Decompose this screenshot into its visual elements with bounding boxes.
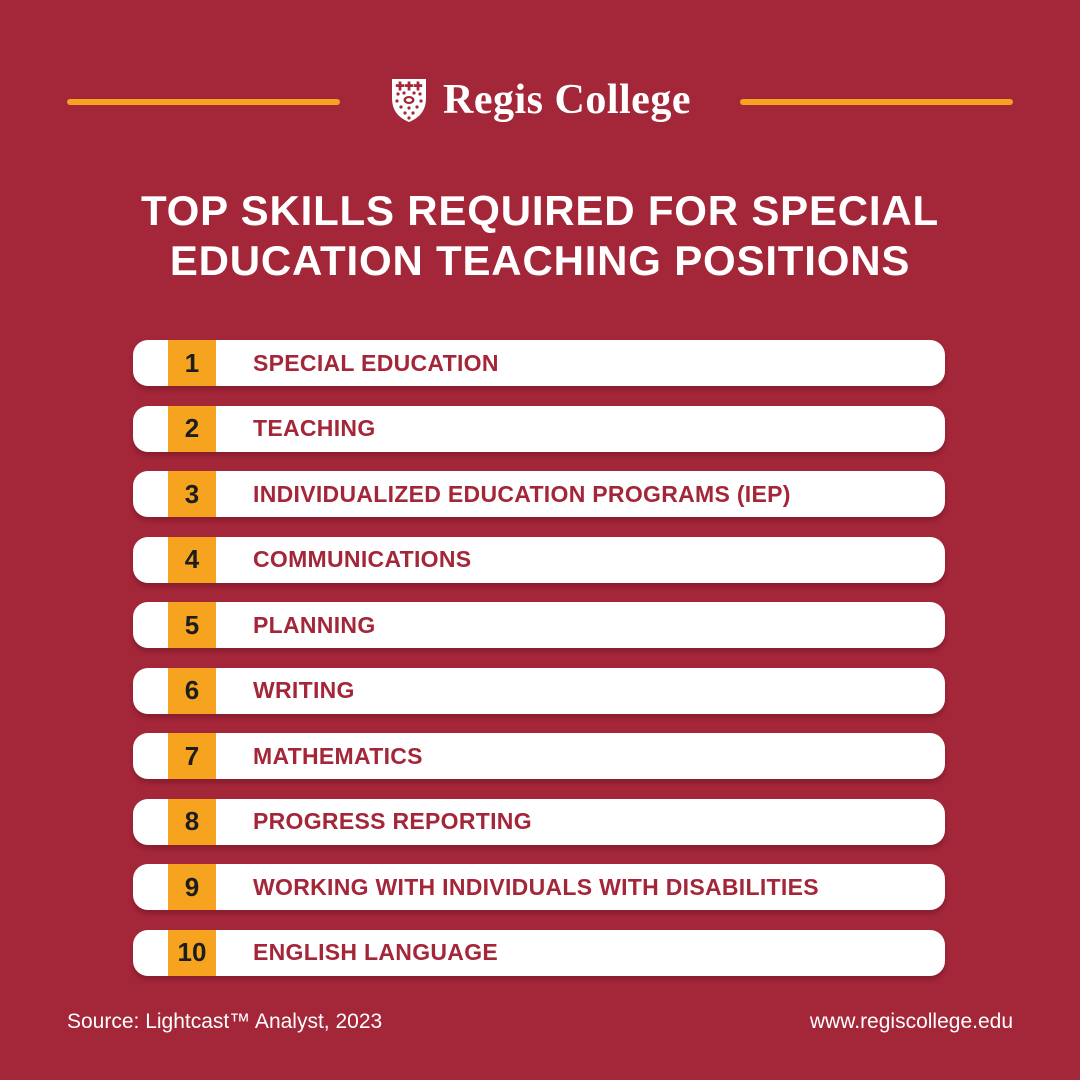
skill-row-7 (133, 733, 945, 779)
row-spacer (133, 930, 168, 976)
row-spacer (133, 537, 168, 583)
page-title (0, 186, 1080, 286)
skill-row-3 (133, 471, 945, 517)
rank-badge: 2 (168, 406, 216, 452)
skill-row-5 (133, 602, 945, 648)
regis-crest-icon (389, 77, 429, 123)
rank-badge: 5 (168, 602, 216, 648)
row-spacer (133, 733, 168, 779)
page-title-line2: EDUCATION TEACHING POSITIONS (169, 237, 911, 284)
rank-badge: 4 (168, 537, 216, 583)
skills-list (133, 340, 945, 976)
rank-badge: 3 (168, 471, 216, 517)
logo-wordmark: Regis College (443, 77, 691, 123)
row-spacer (133, 668, 168, 714)
website-url: www.regiscollege.edu (809, 1010, 1013, 1033)
skill-label: WRITING (253, 677, 355, 703)
skill-label: SPECIAL EDUCATION (253, 349, 499, 376)
skill-row-9 (133, 864, 945, 910)
row-spacer (133, 406, 168, 452)
skill-row-4 (133, 537, 945, 583)
skill-label: INDIVIDUALIZED EDUCATION PROGRAMS (IEP) (253, 480, 791, 507)
row-spacer (133, 471, 168, 517)
skill-label: ENGLISH LANGUAGE (253, 939, 499, 965)
skill-row-8 (133, 799, 945, 845)
skill-row-6 (133, 668, 945, 714)
rank-badge: 10 (168, 930, 216, 976)
rank-badge: 8 (168, 799, 216, 845)
row-spacer (133, 864, 168, 910)
page-title-line1: TOP SKILLS REQUIRED FOR SPECIAL (140, 187, 939, 234)
rank-badge: 6 (168, 668, 216, 714)
skill-label: PLANNING (253, 611, 376, 638)
row-spacer (133, 340, 168, 386)
rank-badge: 1 (168, 340, 216, 386)
skill-row-10 (133, 930, 945, 976)
row-spacer (133, 602, 168, 648)
row-spacer (133, 799, 168, 845)
skill-label: WORKING WITH INDIVIDUALS WITH DISABILITIES (253, 873, 819, 900)
skill-label: TEACHING (253, 415, 376, 441)
source-attribution: Source: Lightcast™ Analyst, 2023 (67, 1010, 383, 1033)
skill-row-1 (133, 340, 945, 386)
regis-college-logo (0, 72, 1080, 128)
skill-label: MATHEMATICS (253, 742, 423, 769)
rank-badge: 9 (168, 864, 216, 910)
skill-label: PROGRESS REPORTING (253, 808, 532, 834)
skill-label: COMMUNICATIONS (253, 546, 472, 572)
skill-row-2 (133, 406, 945, 452)
rank-badge: 7 (168, 733, 216, 779)
